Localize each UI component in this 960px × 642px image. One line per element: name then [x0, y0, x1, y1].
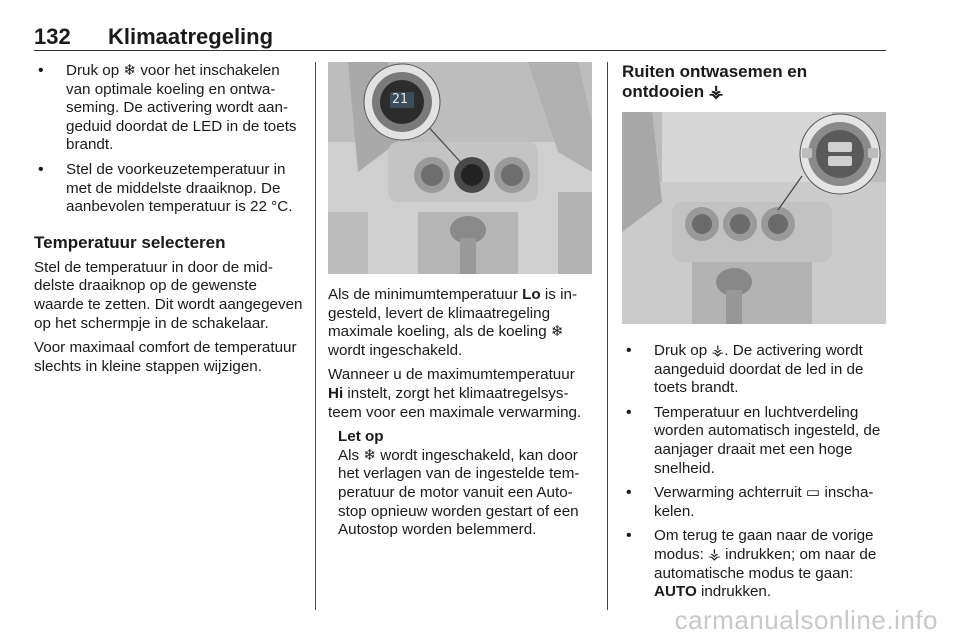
chapter-title: Klimaatregeling	[108, 24, 274, 49]
lo-label: Lo	[522, 286, 541, 303]
column-divider-1	[315, 62, 316, 610]
column-divider-2	[607, 62, 608, 610]
dashboard-illustration	[328, 62, 592, 274]
display-value: 21	[392, 92, 408, 107]
climate-control-photo	[328, 62, 592, 274]
list-item: • Druk op ❄ voor het inschakelen van optimale koeling en ontwaseming. De activering wordt aangeduid doordat de LED in de toets brandt.	[34, 62, 304, 155]
section-heading: Ruiten ontwasemen en ontdooien ⚶	[622, 62, 808, 101]
header-divider	[34, 50, 886, 51]
note-text: Als ❄ wordt ingeschakeld, kan door het verlagen van de ingestelde temperatuur de motor vanuit een Auto-stop opnieuw worden gestart of een Autostop worden belemmerd.	[338, 446, 580, 539]
column-3	[622, 62, 886, 608]
note-box	[328, 428, 592, 540]
column-2	[328, 62, 592, 540]
page-header	[34, 10, 886, 50]
dashboard-illustration	[622, 112, 886, 324]
paragraph-min-temp: Als de minimumtemperatuur Lo is ingesteld, levert de klimaatregeling maximale koeling, als de koeling ❄ wordt ingeschakeld.	[328, 286, 577, 359]
paragraph: Voor maximaal comfort de temperatuur slechts in kleine stappen wijzigen.	[34, 339, 297, 375]
auto-label: AUTO	[654, 583, 697, 601]
defrost-photo	[622, 112, 886, 324]
list-item: • Temperatuur en luchtverdeling worden automatisch ingesteld, de aanjager draait met een hoge snelheid.	[622, 404, 886, 478]
defrost-list	[622, 342, 886, 602]
list-item: • Om terug te gaan naar de vorige modus: ⚶ indrukken; om naar de automatische modus te gaan: AUTO indrukken.	[622, 527, 886, 601]
list-item: • Druk op ⚶. De activering wordt aangeduid doordat de led in de toets brandt.	[622, 342, 886, 398]
page-number: 132	[34, 24, 71, 49]
column-1	[34, 62, 304, 382]
paragraph-max-temp: Wanneer u de maximumtemperatuur Hi instelt, zorgt het klimaatregelsysteem voor een maximale verwarming.	[328, 366, 582, 421]
paragraph: Stel de temperatuur in door de middelste draaiknop op de gewenste waarde te zetten. Dit wordt aangegeven op het schermpje in de schakelaar.	[34, 258, 303, 332]
section-heading: Temperatuur selecteren	[34, 232, 226, 252]
note-title: Let op	[338, 428, 384, 446]
hi-label: Hi	[328, 384, 344, 402]
list-item: • Verwarming achterruit ▭ inschakelen.	[622, 484, 886, 521]
watermark: carmanualsonline.info	[674, 605, 938, 635]
list-item: • Stel de voorkeuzetemperatuur in met de middelste draaiknop. De aanbevolen temperatuur is 22 °C.	[34, 161, 304, 217]
